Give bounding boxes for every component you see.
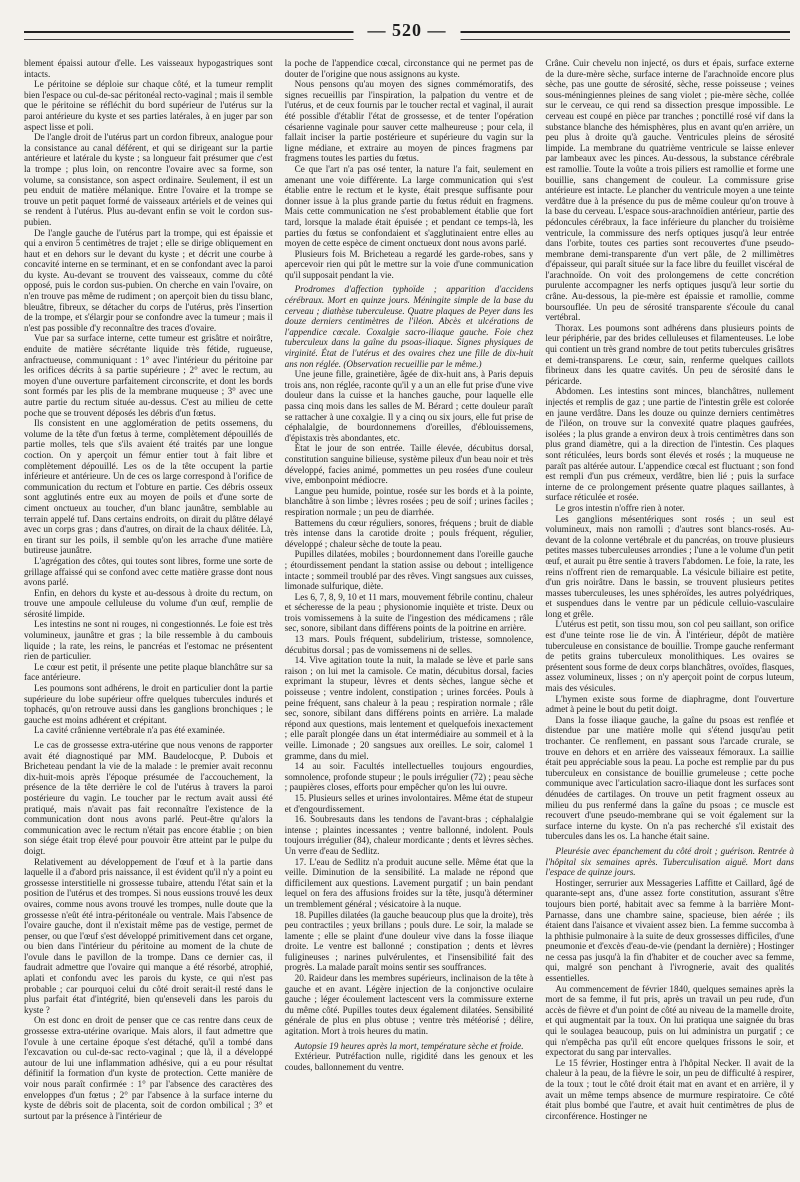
paragraph: Autopsie 19 heures après la mort, température sèche et froide. <box>294 1040 524 1051</box>
paragraph: Dans la fosse iliaque gauche, la gaîne du psoas est renflée et distendue par une matière molle qui s'étend jusqu'au petit trochanter. Ce renflement, en passant sous l'arcade crurale, se trouve en dehors et en arrière des vaisseaux fémoraux. La saillie était peu appréciable sous la peau. La poche est remplie par du pus tuberculeux en consistance de bouillie grumeleuse ; cette poche communique avec l'articulation sacro-iliaque dont les surfaces sont dénudées de cartilages. On trouve un petit fragment osseux au milieu du pus renfermé dans la gaîne du psoas ; ce muscle est recouvert d'une pseudo-membrane qui se voit également sur la surface interne du kyste. On n'a pas recherché s'il existait des tubercules dans les os. La hanche était saine. <box>545 714 795 842</box>
paragraph: L'utérus est petit, son tissu mou, son col peu saillant, son orifice est d'une teinte rose lie de vin. À l'intérieur, dépôt de matière tuberculeuse en consistance de bouillie. Trompe gauche renfermant de petits grains tuberculeux monolithiques. Les ovaires se présentent sous forme de deux corps blanchâtres, ovoïdes, flasques, assez volumineux, lisses ; on n'y aperçoit point de corpus luteum, mais des vésicules. <box>545 619 795 694</box>
page-number: — 520 — <box>354 20 461 41</box>
paragraph: Ils consistent en une agglomération de petits ossemens, du volume de la tête d'un fœtus à terme, complètement dépouillés de partie molles, tels que s'ils avaient été traités par une longue coction. On y aperçoit un fémur entier tout à fait libre et complètement dépouillé. Les os de la tête occupent la partie inférieure et antérieure. Un de ces os large correspond à l'orifice de communication du rectum et l'obture en partie. Ces débris osseux sont agglutinés entre eux au moyen de poils et d'une sorte de ciment onctueux au toucher, d'un blanc jaunâtre, semblable au terrain appelé tuf. Dans certains endroits, on dirait du plâtre délayé avec un corps gras ; dans d'autres, on dirait de la chaux délitée. Là, en tirant sur les poils, il semble qu'on les arrache d'une matière butireuse jaunâtre. <box>24 418 273 556</box>
paragraph: La cavité crânienne vertébrale n'a pas été examinée. <box>34 725 225 736</box>
paragraph: Thorax. Les poumons sont adhérens dans plusieurs points de leur périphérie, par des brides celluleuses et filamenteuses. Le lobe qui contient un très grand nombre de tout petits tubercules grisâtres et demi-transparens. Le cœur, sain, renferme quelques caillots fibrineux dans les quatre cavités. Un peu de sérosité dans le péricarde. <box>545 322 795 386</box>
column-middle <box>285 58 534 1174</box>
paragraph: Vue par sa surface interne, cette tumeur est grisâtre et noirâtre, enduite de matière sécrétante liquide très fétide, rugueuse, anfractueuse, communiquant : 1° avec l'intérieur du péritoine par les orifices décrits à sa partie supérieure ; 2° avec le rectum, au moyen d'une ouverture parfaitement circonscrite, et dont les bords sont formés par les plis de la membrane muqueuse ; 3° avec une autre partie du rectum située au-dessus. C'est au milieu de cette poche que se trouvent déposés les débris d'un fœtus. <box>24 333 273 418</box>
paragraph: Les poumons sont adhérens, le droit en particulier dont la partie supérieure du lobe supérieur offre quelques tubercules indurés et tophacés, qu'on retrouve aussi dans les ganglions bronchiques ; le gauche est moins adhérent et crépitant. <box>24 683 273 725</box>
paragraph: 17. L'eau de Sedlitz n'a produit aucune selle. Même état que la veille. Diminution de la sensibilité. La malade ne répond que difficilement aux questions. Lavement purgatif ; un bain pendant lequel on fera des affusions froides sur la tête, jusqu'à déterminer un tremblement général ; vésicatoire à la nuque. <box>284 856 534 909</box>
paragraph: Le gros intestin n'offre rien à noter. <box>555 502 685 513</box>
paragraph: blement épaissi autour d'elle. Les vaisseaux hypogastriques sont intacts. <box>24 58 273 79</box>
page-header <box>24 18 790 48</box>
paragraph: 14. Vive agitation toute la nuit, la malade se lève et parle sans raison ; on lui met la camisole. Ce matin, décubitus dorsal, facies exprimant la stupeur, lèvres et dents sèches, langue sèche et poisseuse ; ventre indolent, constipation ; urines forcées. Pouls à peine fréquent, sans chaleur à la peau ; respiration normale ; râle sec, sonore, sibilant dans différens points en arrière. La malade répond aux questions, mais lentement et quelquefois inexactement ; elle paraît plongée dans un état intermédiaire au sommeil et à la veille. Limonade ; 20 sangsues aux oreilles. Le soir, calomel 1 gramme, dans du miel. <box>284 655 534 761</box>
paragraph: Pleurésie avec épanchement du côté droit ; guérison. Rentrée à l'hôpital six semaines après. Tuberculisation aiguë. Mort dans l'espace de quinze jours. <box>545 845 795 878</box>
paragraph: Enfin, en dehors du kyste et au-dessous à droite du rectum, on trouve une ampoule celluleuse du volume d'un œuf, remplie de sérosité limpide. <box>24 587 273 619</box>
paragraph: Les 6, 7, 8, 9, 10 et 11 mars, mouvement fébrile continu, chaleur et sécheresse de la peau ; physionomie inquiète et triste. Deux ou trois vomissemens à la suite de l'ingestion des médicamens ; râle sec, sonore, sibilant dans différens points de la poitrine en arrière. <box>284 591 534 634</box>
paragraph: 20. Raideur dans les membres supérieurs, inclinaison de la tête à gauche et en avant. Légère injection de la conjonctive oculaire gauche ; léger écoulement lactescent vers la commissure externe du même côté. Pupilles toutes deux également dilatées. Sensibilité générale de plus en plus obtuse ; ventre très météorisé ; délire, agitation. Mort à trois heures du matin. <box>284 973 534 1037</box>
paragraph: Nous pensons qu'au moyen des signes commémoratifs, des signes recueillis par l'inspiration, la palpation du ventre et de l'utérus, et de ceux fournis par le toucher rectal et vaginal, il aurait été possible d'établir l'état de grossesse, et de tenter l'opération césarienne vaginale pour sauver cette malheureuse ; pour cela, il fallait inciser la partie postérieure et supérieure du vagin sur la ligne médiane, et extraire au moyen de pinces fragmens par fragmens toutes les parties du fœtus. <box>284 79 534 164</box>
paragraph: 13 mars. Pouls fréquent, subdelirium, tristesse, somnolence, décubitus dorsal ; pas de vomissemens ni de selles. <box>284 634 534 655</box>
paragraph: Langue peu humide, pointue, rosée sur les bords et à la pointe, blanchâtre à son limbe ; lèvres rosées ; peu de soif ; urines faciles ; respiration normale ; un peu de diarrhée. <box>284 485 534 517</box>
paragraph: Les ganglions mésentériques sont rosés ; un seul est volumineux, mais non ramolli ; d'autres sont blancs-rosés. Au-devant de la colonne vertébrale et du pancréas, on trouve plusieurs petites masses tuberculeuses arrondies ; l'une a le volume d'un petit œuf, et aurait pu être sentie à travers l'abdomen. Le foie, la rate, les reins n'offrent rien de remarquable. La vésicule biliaire est petite, d'un gris noirâtre. Dans le bassin, se trouvent plusieurs petites masses tuberculeuses, les unes sphéroïdes, les autres polyédriques, et suspendues dans le ventre par un pédicule celluio-vasculaire long et grêle. <box>545 513 795 619</box>
paragraph: Abdomen. Les intestins sont minces, blanchâtres, nullement injectés et remplis de gaz ; une partie de l'intestin grêle est colorée en jaune verdâtre. Dans les douze ou quinze derniers centimètres de l'iléon, on trouve sur la convexité quatre plaques gaufrées, isolées ; la plus grande a environ deux à trois centimètres dans son plus grand diamètre, qui a la direction de l'intestin. Ces plaques sont réticulées, leurs bords sont élevés et rosés ; la muqueuse ne paraît pas altérée autour. L'appendice cœcal est fluctuant ; son fond est rempli d'un pus crémeux, verdâtre, bien lié ; puis la surface interne de ce prolongement présente quatre plaques saillantes, à surface réticulée et rosée. <box>545 386 795 503</box>
paragraph: 18. Pupilles dilatées (la gauche beaucoup plus que la droite), très peu contractiles ; yeux brillans ; pouls dure. Le soir, la malade se lamente ; elle se plaint d'une douleur vive dans la fosse iliaque droite. Le ventre est ballonné ; constipation ; dents et lèvres fuligineuses ; narines pulvérulentes, et l'insensibilité fait des progrès. La malade paraît moins sentir ses souffrances. <box>284 909 534 973</box>
paragraph: Battemens du cœur réguliers, sonores, fréquens ; bruit de diable très intense dans la carotide droite ; pouls fréquent, régulier, développé ; chaleur sèche de toute la peau. <box>284 517 534 549</box>
paragraph: Une jeune fille, grainetière, âgée de dix-huit ans, à Paris depuis trois ans, non réglée, raconte qu'il y a un an elle fut prise d'une vive douleur dans la cuisse et la hanches gauche, pour laquelle elle passa cinq mois dans les salles de M. Bérard ; cette douleur paraît se rattacher à une coxalgie. Il y a cinq ou six jours, elle fut prise de céphalalgie, de bourdonnemens d'oreilles, d'éblouissemens, d'épistaxis très abondantes, etc. <box>284 369 534 443</box>
paragraph: 14 au soir. Facultés intellectuelles toujours engourdies, somnolence, profonde stupeur ; le pouls irrégulier (72) ; peau sèche ; paupières closes, efforts pour empêcher qu'on les lui ouvre. <box>284 761 534 793</box>
paragraph: 15. Plusieurs selles et urines involontaires. Même état de stupeur et d'engourdissement. <box>284 792 534 814</box>
paragraph: 16. Soubresauts dans les tendons de l'avant-bras ; céphalalgie intense ; plaintes incessantes ; ventre ballonné, indolent. Pouls toujours irrégulier (84), chaleur mordicante ; dents et lèvres sèches. Un verre d'eau de Sedlitz. <box>284 814 534 856</box>
column-right <box>545 58 794 1174</box>
text-columns <box>24 58 794 1174</box>
paragraph: Pupilles dilatées, mobiles ; bourdonnement dans l'oreille gauche ; étourdissement pendant la station assise ou debout ; intelligence intacte ; sommeil troublé par des rêves. Vingt sangsues aux cuisses, limonade sulfurique, diète. <box>284 549 534 592</box>
paragraph: Prodromes d'affection typhoïde ; apparition d'accidens cérébraux. Mort en quinze jours. Méningite simple de la base du cerveau ; diathèse tuberculeuse. Quatre plaques de Peyer dans les douze derniers centimètres de l'iléon. Abcès et ulcérations de l'appendice cœcale. Coxalgie sacro-iliaque gauche. Foie chez tuberculeux dans la gaîne du psoas-iliaque. Signes physiques de virginité. État de l'utérus et des ovaires chez une fille de dix-huit ans non réglée. (Observation recueillie par le même.) <box>284 284 534 369</box>
paragraph: Extérieur. Putréfaction nulle, rigidité dans les genoux et les coudes, ballonnement du ventre. <box>284 1051 534 1072</box>
paragraph: Hostinger, serrurier aux Messageries Laffitte et Caillard, âgé de quarante-sept ans, d'une assez forte constitution, assurant s'être toujours bien porté, habitait avec sa femme à la barrière Mont-Parnasse, dans une chambre saine, spacieuse, bien aérée ; ils étaient dans l'aisance et vivaient assez bien. La femme succomba à la phthisie pulmonaire à la suite de deux grossesses difficiles, d'une pneumonie et d'excès d'eau-de-vie (pendant la dernière) ; Hostinger ne cessa pas jusqu'à la fin d'habiter et de coucher avec sa femme, qui, malgré son penchant à l'ivrognerie, avait des qualités essentielles. <box>545 877 795 984</box>
column-left <box>24 58 273 1174</box>
paragraph: Relativement au développement de l'œuf et à la partie dans laquelle il a d'abord pris naissance, il est évident qu'il n'y a point eu grossesse interstitielle ni grossesse tubaire, attendu l'état sain et la position de l'utérus et des trompes. Si nous eussions trouvé les deux ovaires, comme nous avons trouvé les trompes, nulle doute que la grossesse n'eût été intra-péritonéale ou ventrale. Mais l'absence de l'ovaire gauche, dont il n'existait même pas de vestige, permet de penser, ou que l'œuf s'est développé primitivement dans cet organe, ou bien dans l'intérieur du péritoine au moment de la chute de l'ovule dans le pavillon de la trompe. Dans ce dernier cas, il faudrait admettre que l'ovaire qui manque a été résorbé, atrophié, aplati et confondu avec les parois du kyste, ce qui n'est pas probable ; car pourquoi celui du côté droit serait-il resté dans le plus parfait état d'intégrité, bien qu'enseveli dans les parois du kyste ? <box>24 856 273 1015</box>
paragraph: Le cœur est petit, il présente une petite plaque blanchâtre sur sa face antérieure. <box>24 661 273 683</box>
paragraph: Crâne. Cuir chevelu non injecté, os durs et épais, surface externe de la dure-mère sèche, surface interne de l'arachnoïde encore plus sèche, pas une goutte de sérosité, sèche, resse poisseuse ; veines sous-méningiennes pleines de sang violet ; pie-mère sèche, collée sur le cerveau, ce qui rend sa dissection presque impossible. Le cerveau est coupé en pièce par tranches ; ponctillé rosé vif dans la substance blanche des hémisphères, plus en avant qu'en arrière, un peu plus à droite qu'à gauche. Ventricules pleins de sérosité limpide. La membrane du quatrième ventricule se laisse enlever par lambeaux avec les pinces. Au-dessous, la substance cérébrale est ramollie. Toute la voûte a trois piliers est ramollie et forme une bouillie, sans changement de couleur. La commissure grise antérieure est intacte. Le plancher du ventricule moyen a une teinte verdâtre due à la présence du pus de même couleur qu'on trouve à la base du cerveau. L'espace sous-arachnoïdien antérieur, partie des pédoncules cérébraux, la face inférieure du plancher du troisième ventricule, la commissure des nerfs optiques jusqu'à leur entrée dans l'orbite, toutes ces parties sont recouvertes d'une pseudo-membrane demi-transparente d'un vert pâle, de 2 millimètres d'épaisseur, qui paraît située sur la face libre du feuillet viscéral de l'arachnoïde. On voit des prolongemens de cette concrétion purulente accompagner les nerfs optiques jusqu'à leur sortie du crâne. Au-dessous, la pie-mère est épaissie et ramollie, comme boursouflée. Un peu de sérosité transparente s'écoule du canal vertébral. <box>545 58 795 323</box>
paragraph: Au commencement de février 1840, quelques semaines après la mort de sa femme, il fut pris, après un travail un peu rude, d'un accès de fièvre et d'un point de côté au niveau de la mamelle droite, et qui augmentait par la toux. On lui pratiqua une saignée du bras qui le soulagea beaucoup, puis on lui administra un purgatif ; ce qui n'empêcha pas qu'il eût encore quelques frissons le soir, et expectorat du sang par intervalles. <box>545 983 795 1058</box>
paragraph: Le cas de grossesse extra-utérine que nous venons de rapporter avait été diagnostiqué par MM. Baudelocque, P. Dubois et Bricheteau pendant la vie de la malade : le premier avait reconnu dix-huit-mois après l'époque présumée de l'accouchement, la présence de la tête derrière le col de l'utérus à travers la paroi postérieure du vagin. Le toucher par le rectum avait aussi été pratiqué, mais n'avait pas fait reconnaître l'existence de la communication dont nous avons parlé. Peut-être qu'alors la communication avec le rectum n'était pas encore établie ; on bien son siége était trop élevé pour pouvoir être atteint par le pulpe du doigt. <box>24 740 273 856</box>
paragraph: L'hymen existe sous forme de diaphragme, dont l'ouverture admet à peine le bout du petit doigt. <box>545 693 795 715</box>
paragraph: De l'angle droit de l'utérus part un cordon fibreux, analogue pour la consistance au canal déférent, et qui se dirigeant sur la partie antérieure et latérale du kyste ; sa longueur fait présumer que c'est la trompe ; plus loin, on rencontre l'ovaire avec sa forme, son volume, sa consistance, son aspect ordinaire. Seulement, il est un peu enduit de matière mélanique. Entre l'ovaire et la trompe se trouve un petit paquet formé de vaisseaux artériels et de veines qui se rendent à l'utérus. Plus au-devant enfin se voit le cordon sus-pubien. <box>24 132 273 227</box>
paragraph: De l'angle gauche de l'utérus part la trompe, qui est épaissie et qui a environ 5 centimètres de trajet ; elle se dirige obliquement en haut et en dehors sur le devant du kyste ; et décrit une courbe à concavité interne en se terminant, et en se confondant avec la paroi du kyste. Au-devant se trouvent des vaisseaux, comme du côté opposé, puis le cordon sus-pubien. On cherche en vain l'ovaire, on n'en trouve pas même de rudiment ; on aperçoit bien du tissu blanc, bleuâtre, fibreux, se détacher du corps de l'utérus, près l'insertion de la trompe, et s'élargir pour se confondre avec la tumeur ; mais il n'est pas possible d'y reconnaître des traces d'ovaire. <box>24 227 273 333</box>
paragraph: L'agrégation des côtes, qui toutes sont libres, forme une sorte de grillage affaissé qui se confond avec cette matière grasse dont nous avons parlé. <box>24 555 273 588</box>
paragraph: On est donc en droit de penser que ce cas rentre dans ceux de grossesse extra-utérine ovarique. Mais alors, il faut admettre que l'ovule à une certaine époque s'est détaché, qu'il a tombé dans l'excavation ou cul-de-sac recto-vaginal ; que là, il a développé autour de lui une inflammation adhésive, qui a eu pour résultat définitif la formation d'un kyste de protection. Cette manière de voir nous paraît confirmée : 1° par l'absence des caractères des enveloppes d'un fœtus ; 2° par l'absence à la surface interne du kyste de débris soit de placenta, soit de cordon ombilical ; 3° et surtout par la présence à l'intérieur de <box>24 1015 273 1121</box>
paragraph: Le 15 février, Hostinger entra à l'hôpital Necker. Il avait de la chaleur à la peau, de la fièvre le soir, un peu de difficulté à respirer, de la toux ; tout le côté droit était mat en avant et en arrière, il y avait un même temps absence de murmure respiratoire. Ce côté était plus bombé que l'autre, et avait huit centimètres de plus de circonférence. Hostinger ne <box>545 1057 795 1121</box>
paragraph: Ce que l'art n'a pas osé tenter, la nature l'a fait, seulement en amenant une voie différente. La large communication qui s'est établie entre le rectum et le kyste, était presque suffisante pour donner issue à la plus grande partie du fœtus réduit en fragmens. Mais cette communication ne s'est probablement établie que fort tard, lorsque la malade était épuisée ; et pendant ce temps-là, les parties du fœtus se confondaient et s'agglutinaient entre elles au moyen de cette espèce de ciment onctueux dont nous avons parlé. <box>284 163 534 249</box>
paragraph: la poche de l'appendice cœcal, circonstance qui ne permet pas de douter de l'origine que nous assignons au kyste. <box>284 58 534 79</box>
paragraph: Le péritoine se déploie sur chaque côté, et la tumeur remplit bien l'espace ou cul-de-sac péritonéal recto-vaginal ; mais il semble que le péritoine se réfléchit du bord supérieur de l'utérus sur la paroi antérieure du kyste et ses parties latérales, à en juger par son aspect lisse et poli. <box>24 79 273 132</box>
paragraph: Les intestins ne sont ni rouges, ni congestionnés. Le foie est très volumineux, jaunâtre et gras ; la bile ressemble à du cambouis liquide ; la rate, les reins, le pancréas et l'estomac ne présentent rien de particulier. <box>24 619 273 662</box>
paragraph: État le jour de son entrée. Taille élevée, décubitus dorsal, constitution sanguine bilieuse, système pileux d'un beau noir et très développé, facies animé, pommettes un peu rosées d'une couleur vive, embonpoint médiocre. <box>284 443 534 486</box>
paragraph: Plusieurs fois M. Bricheteau a regardé les garde-robes, sans y apercevoir rien qui pût le mettre sur la voie d'une communication qu'il supposait pendant la vie. <box>284 248 534 280</box>
